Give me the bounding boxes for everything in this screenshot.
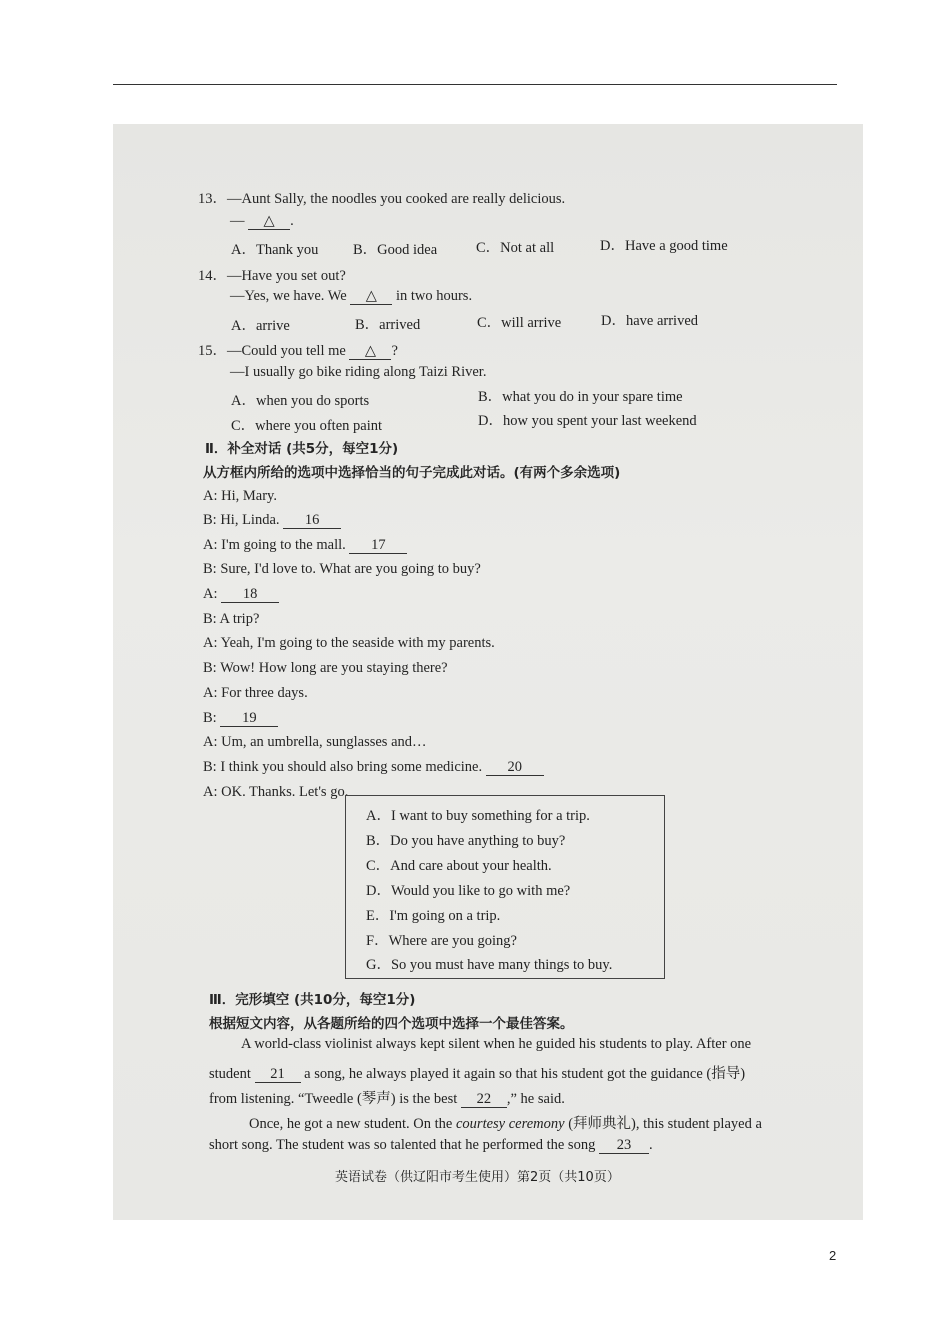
box-option-c: C．And care about your health. bbox=[366, 858, 552, 874]
box-option-b: B．Do you have anything to buy? bbox=[366, 833, 566, 849]
passage-line-1: A world-class violinist always kept silent when he guided his students to play. After one bbox=[241, 1036, 752, 1052]
dialog-line: A: For three days. bbox=[203, 685, 308, 701]
q13-option-a: A．Thank you bbox=[231, 242, 319, 258]
q15-stem: 15．—Could you tell me △ ? bbox=[198, 343, 398, 359]
dialog-line: A: Hi, Mary. bbox=[203, 488, 277, 504]
blank-21: 21 bbox=[255, 1067, 301, 1083]
q14-reply: —Yes, we have. We △ in two hours. bbox=[230, 288, 473, 304]
footer: 英语试卷（供辽阳市考生使用）第2页（共10页） bbox=[335, 1170, 620, 1185]
dialog-line: A: Um, an umbrella, sunglasses and… bbox=[203, 734, 427, 750]
dialog-line: B: A trip? bbox=[203, 611, 260, 627]
dialog-line: B: 19 bbox=[203, 710, 278, 727]
dialog-line: B: I think you should also bring some medicine. 20 bbox=[203, 759, 544, 776]
q14-stem: 14．—Have you set out? bbox=[198, 268, 346, 284]
box-option-f: F．Where are you going? bbox=[366, 933, 517, 949]
q13-option-b: B．Good idea bbox=[353, 242, 438, 258]
scanned-page bbox=[113, 124, 863, 1220]
box-option-e: E．I'm going on a trip. bbox=[366, 908, 501, 924]
q15-option-b: B．what you do in your spare time bbox=[478, 389, 683, 405]
q14-option-d: D．have arrived bbox=[601, 313, 699, 329]
blank-23: 23 bbox=[599, 1138, 649, 1154]
dialog-line: A: 18 bbox=[203, 586, 279, 603]
q14-blank: △ bbox=[350, 289, 392, 305]
dialog-line: B: Hi, Linda. 16 bbox=[203, 512, 341, 529]
dialog-line: A: I'm going to the mall. 17 bbox=[203, 537, 407, 554]
section2-title: Ⅱ．补全对话 (共5分，每空1分) bbox=[205, 441, 399, 457]
section3-title: Ⅲ．完形填空 (共10分，每空1分) bbox=[209, 992, 416, 1008]
blank-22: 22 bbox=[461, 1092, 507, 1108]
section3-instruction: 根据短文内容，从各题所给的四个选项中选择一个最佳答案。 bbox=[209, 1016, 574, 1032]
dialog-line: A: Yeah, I'm going to the seaside with my parents. bbox=[203, 635, 495, 651]
page-number: 2 bbox=[829, 1248, 837, 1263]
dialog-blank-17: 17 bbox=[349, 538, 407, 554]
q14-option-c: C．will arrive bbox=[477, 315, 562, 331]
q14-option-b: B．arrived bbox=[355, 317, 421, 333]
dialog-blank-16: 16 bbox=[283, 513, 341, 529]
q15-option-d: D．how you spent your last weekend bbox=[478, 413, 697, 429]
q13-option-c: C．Not at all bbox=[476, 240, 555, 256]
options-box bbox=[345, 795, 665, 979]
dialog-blank-18: 18 bbox=[221, 587, 279, 603]
passage-line-3: from listening. “Tweedle (琴声) is the best 22 ,” he said. bbox=[209, 1091, 565, 1107]
q13-option-d: D．Have a good time bbox=[600, 238, 728, 254]
dialog-line: B: Sure, I'd love to. What are you going to buy? bbox=[203, 561, 481, 577]
q13-reply: — △ . bbox=[230, 213, 294, 229]
dialog-line: B: Wow! How long are you staying there? bbox=[203, 660, 448, 676]
section2-instruction: 从方框内所给的选项中选择恰当的句子完成此对话。(有两个多余选项) bbox=[203, 465, 621, 481]
passage-line-4: Once, he got a new student. On the courtesy ceremony (拜师典礼), this student played a bbox=[249, 1116, 762, 1132]
box-option-d: D．Would you like to go with me? bbox=[366, 883, 571, 899]
q13-blank: △ bbox=[248, 214, 290, 230]
box-option-a: A．I want to buy something for a trip. bbox=[366, 808, 590, 824]
passage-line-5: short song. The student was so talented that he performed the song 23 . bbox=[209, 1137, 653, 1153]
dialog-blank-19: 19 bbox=[220, 711, 278, 727]
q15-option-c: C．where you often paint bbox=[231, 418, 383, 434]
q15-option-a: A．when you do sports bbox=[231, 393, 370, 409]
header-rule bbox=[113, 84, 837, 85]
box-option-g: G．So you must have many things to buy. bbox=[366, 957, 613, 973]
dialog-line: A: OK. Thanks. Let's go. bbox=[203, 784, 349, 800]
q15-reply: —I usually go bike riding along Taizi River. bbox=[230, 364, 487, 380]
q15-blank: △ bbox=[349, 344, 391, 360]
q13-stem: 13．—Aunt Sally, the noodles you cooked are really delicious. bbox=[198, 191, 566, 207]
q14-option-a: A．arrive bbox=[231, 318, 290, 334]
passage-line-2: student 21 a song, he always played it again so that his student got the guidance (指导) bbox=[209, 1066, 746, 1082]
dialog-blank-20: 20 bbox=[486, 760, 544, 776]
